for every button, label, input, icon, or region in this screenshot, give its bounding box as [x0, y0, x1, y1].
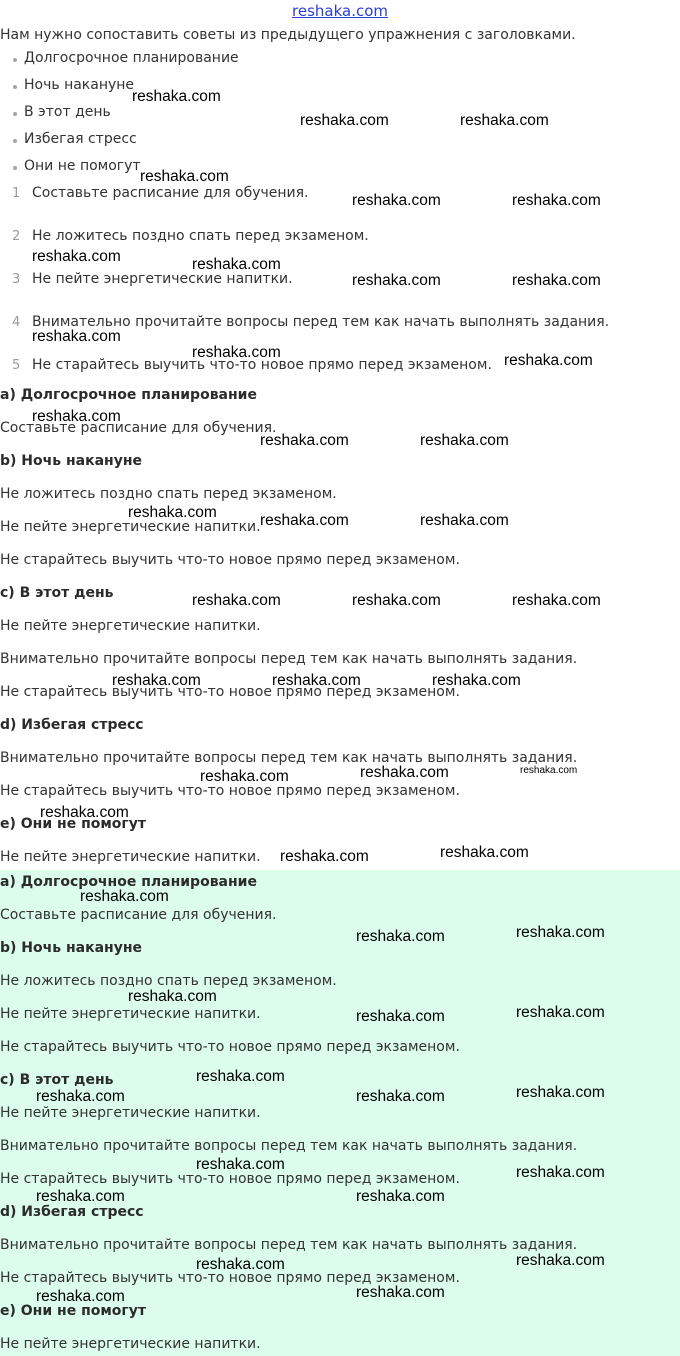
watermark: reshaka.com [128, 504, 217, 521]
tip-number: 3 [12, 272, 21, 287]
bullet-dot [13, 58, 17, 62]
answer-line: Составьте расписание для обучения. [0, 420, 277, 436]
answer-line: Не старайтесь выучить что-то новое прямо перед экзаменом. [0, 1039, 460, 1055]
watermark: reshaka.com [360, 764, 449, 781]
watermark: reshaka.com [36, 1288, 125, 1305]
watermark: reshaka.com [128, 988, 217, 1005]
watermark: reshaka.com [32, 328, 121, 345]
section-heading: e) Они не помогут [0, 816, 146, 832]
answer-line: Не пейте энергетические напитки. [0, 1105, 261, 1121]
watermark: reshaka.com [196, 1256, 285, 1273]
section-heading: c) В этот день [0, 1072, 114, 1088]
watermark: reshaka.com [512, 272, 601, 289]
watermark: reshaka.com [356, 928, 445, 945]
section-heading: d) Избегая стресс [0, 717, 144, 733]
watermark: reshaka.com [512, 592, 601, 609]
watermark: reshaka.com [280, 848, 369, 865]
answer-line: Внимательно прочитайте вопросы перед тем как начать выполнять задания. [0, 1138, 578, 1154]
watermark: reshaka.com [32, 408, 121, 425]
watermark: reshaka.com [272, 672, 361, 689]
bullet-dot [13, 85, 17, 89]
tip-text: Составьте расписание для обучения. [32, 185, 309, 201]
section-heading: d) Избегая стресс [0, 1204, 144, 1220]
tip-text: Не ложитесь поздно спать перед экзаменом. [32, 228, 369, 244]
answer-line: Не пейте энергетические напитки. [0, 519, 261, 535]
watermark: reshaka.com [260, 512, 349, 529]
watermark: reshaka.com [260, 432, 349, 449]
section-heading: c) В этот день [0, 585, 114, 601]
answer-line: Не пейте энергетические напитки. [0, 849, 261, 865]
answer-line: Не пейте энергетические напитки. [0, 1336, 261, 1352]
answer-line: Не старайтесь выучить что-то новое прямо перед экзаменом. [0, 1171, 460, 1187]
watermark: reshaka.com [356, 1188, 445, 1205]
answer-line: Не ложитесь поздно спать перед экзаменом. [0, 486, 337, 502]
watermark: reshaka.com [420, 432, 509, 449]
watermark: reshaka.com [192, 256, 281, 273]
answer-line: Внимательно прочитайте вопросы перед тем как начать выполнять задания. [0, 651, 578, 667]
tip-text: Внимательно прочитайте вопросы перед тем как начать выполнять задания. [32, 314, 610, 330]
watermark: reshaka.com [516, 1164, 605, 1181]
answer-line: Не ложитесь поздно спать перед экзаменом. [0, 973, 337, 989]
tip-text: Не пейте энергетические напитки. [32, 271, 293, 287]
watermark: reshaka.com [516, 1004, 605, 1021]
intro-text: Нам нужно сопоставить советы из предыдущего упражнения с заголовками. [0, 27, 576, 43]
watermark: reshaka.com [504, 352, 593, 369]
answer-line: Не старайтесь выучить что-то новое прямо перед экзаменом. [0, 552, 460, 568]
watermark: reshaka.com [192, 592, 281, 609]
tip-number: 2 [12, 229, 21, 244]
watermark: reshaka.com [80, 888, 169, 905]
answer-line: Составьте расписание для обучения. [0, 907, 277, 923]
watermark: reshaka.com [140, 168, 229, 185]
watermark: reshaka.com [432, 672, 521, 689]
answer-line: Внимательно прочитайте вопросы перед тем как начать выполнять задания. [0, 1237, 578, 1253]
watermark: reshaka.com [36, 1088, 125, 1105]
heading-item: Долгосрочное планирование [24, 50, 239, 66]
watermark: reshaka.com [356, 1088, 445, 1105]
watermark: reshaka.com [352, 272, 441, 289]
answer-line: Не старайтесь выучить что-то новое прямо перед экзаменом. [0, 1270, 460, 1286]
section-heading: a) Долгосрочное планирование [0, 387, 257, 403]
tip-number: 5 [12, 358, 21, 373]
heading-item: Избегая стресс [24, 131, 137, 147]
watermark: reshaka.com [36, 1188, 125, 1205]
watermark: reshaka.com [196, 1156, 285, 1173]
answer-line: Не пейте энергетические напитки. [0, 618, 261, 634]
heading-item: Ночь накануне [24, 77, 135, 93]
watermark: reshaka.com [112, 672, 201, 689]
heading-item: В этот день [24, 104, 111, 120]
watermark: reshaka.com [356, 1008, 445, 1025]
watermark: reshaka.com [440, 844, 529, 861]
watermark: reshaka.com [356, 1284, 445, 1301]
answer-line: Не старайтесь выучить что-то новое прямо перед экзаменом. [0, 783, 460, 799]
bullet-dot [13, 112, 17, 116]
watermark: reshaka.com [40, 804, 129, 821]
watermark: reshaka.com [512, 192, 601, 209]
section-heading: b) Ночь накануне [0, 453, 143, 469]
site-link[interactable]: reshaka.com [292, 2, 388, 20]
section-heading: b) Ночь накануне [0, 940, 143, 956]
watermark: reshaka.com [352, 592, 441, 609]
watermark: reshaka.com [200, 768, 289, 785]
watermark: reshaka.com [516, 1084, 605, 1101]
watermark: reshaka.com [196, 1068, 285, 1085]
tip-number: 1 [12, 186, 21, 201]
watermark: reshaka.com [460, 112, 549, 129]
watermark: reshaka.com [516, 1252, 605, 1269]
watermark: reshaka.com [352, 192, 441, 209]
watermark: reshaka.com [520, 765, 578, 776]
heading-item: Они не помогут [24, 158, 141, 174]
watermark: reshaka.com [32, 248, 121, 265]
answer-line: Не пейте энергетические напитки. [0, 1006, 261, 1022]
watermark: reshaka.com [192, 344, 281, 361]
bullet-dot [13, 139, 17, 143]
tip-text: Не старайтесь выучить что-то новое прямо перед экзаменом. [32, 357, 492, 373]
answer-line: Не старайтесь выучить что-то новое прямо перед экзаменом. [0, 684, 460, 700]
watermark: reshaka.com [420, 512, 509, 529]
tip-number: 4 [12, 315, 21, 330]
bullet-dot [13, 166, 17, 170]
section-heading: a) Долгосрочное планирование [0, 874, 257, 890]
watermark: reshaka.com [300, 112, 389, 129]
section-heading: e) Они не помогут [0, 1303, 146, 1319]
watermark: reshaka.com [516, 924, 605, 941]
watermark: reshaka.com [132, 88, 221, 105]
answer-line: Внимательно прочитайте вопросы перед тем как начать выполнять задания. [0, 750, 578, 766]
